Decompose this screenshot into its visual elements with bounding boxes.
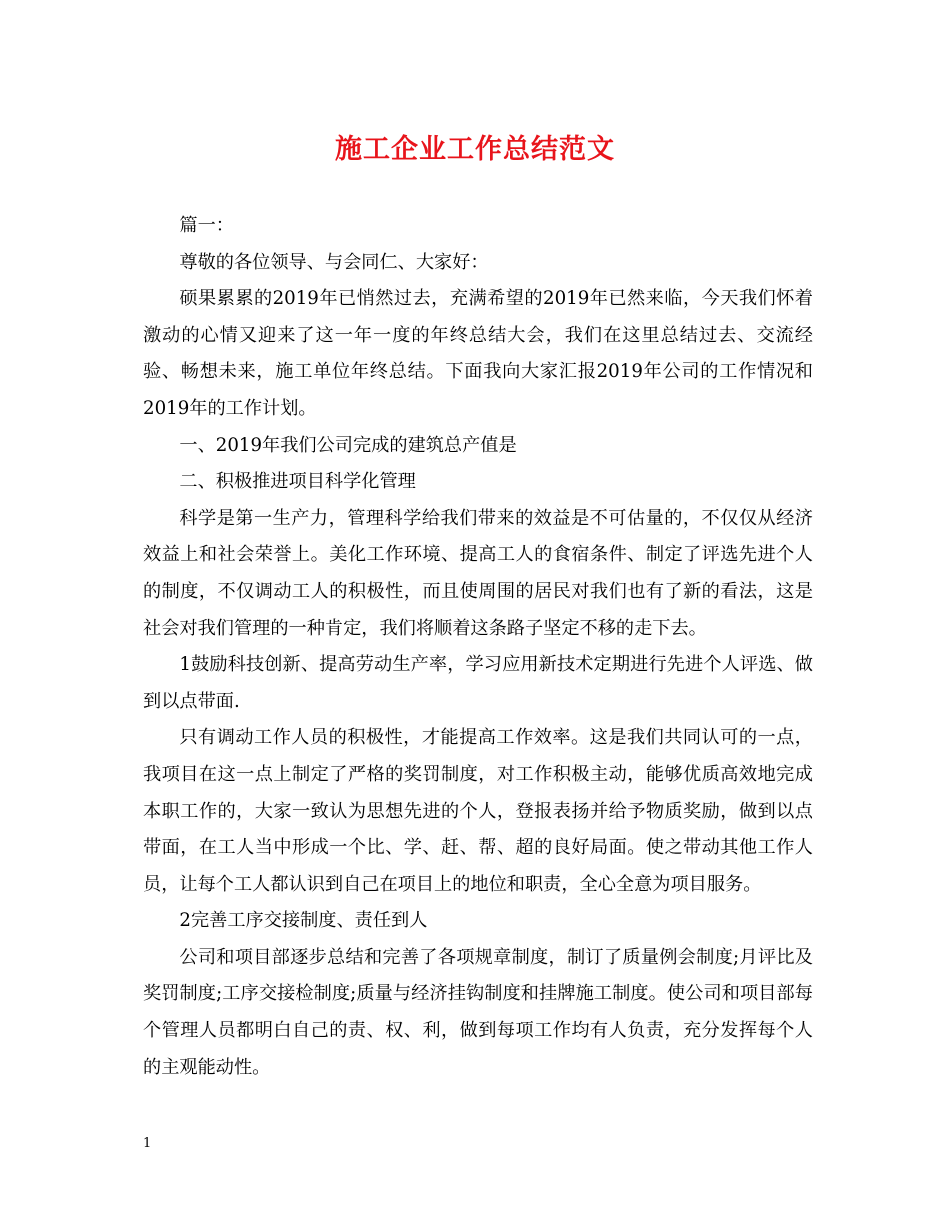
body-paragraph: 科学是第一生产力，管理科学给我们带来的效益是不可估量的，不仅仅从经济效益上和社会荣誉上。美化工作环境、提高工人的食宿条件、制定了评选先进个人的制度，不仅调动工人的积极性，而且使周围的居民对我们也有了新的看法，这是社会对我们管理的一种肯定，我们将顺着这条路子坚定不移的走下去。 — [143, 507, 813, 639]
list-item: 1鼓励科技创新、提高劳动生产率，学习应用新技术定期进行先进个人评选、做到以点带面. — [143, 654, 813, 712]
body-paragraph: 只有调动工作人员的积极性，才能提高工作效率。这是我们共同认可的一点，我项目在这一点上制定了严格的奖罚制度，对工作积极主动，能够优质高效地完成本职工作的，大家一致认为思想先进的个人，登报表扬并给予物质奖励，做到以点带面，在工人当中形成一个比、学、赶、帮、超的良好局面。使之带动其他工作人员，让每个工人都认识到自己在项目上的地位和职责，全心全意为项目服务。 — [143, 727, 813, 895]
document-body — [143, 208, 813, 1086]
section-label: 篇一： — [179, 215, 234, 236]
list-item: 2完善工序交接制度、责任到人 — [179, 910, 428, 932]
document-title: 施工企业工作总结范文 — [335, 134, 615, 165]
section-heading: 二、积极推进项目科学化管理 — [179, 471, 416, 493]
salutation: 尊敬的各位领导、与会同仁、大家好： — [179, 251, 489, 273]
section-heading: 一、2019年我们公司完成的建筑总产值是 — [179, 434, 517, 456]
page-number: 1 — [143, 1136, 152, 1151]
body-paragraph: 公司和项目部逐步总结和完善了各项规章制度，制订了质量例会制度;月评比及奖罚制度;工序交接检制度;质量与经济挂钩制度和挂牌施工制度。使公司和项目部每个管理人员都明白自己的责、权、利，做到每项工作均有人负责，充分发挥每个人的主观能动性。 — [143, 946, 813, 1078]
body-paragraph: 硕果累累的2019年已悄然过去，充满希望的2019年已然来临，今天我们怀着激动的心情又迎来了这一年一度的年终总结大会，我们在这里总结过去、交流经验、畅想未来，施工单位年终总结。下面我向大家汇报2019年公司的工作情况和2019年的工作计划。 — [143, 288, 813, 419]
